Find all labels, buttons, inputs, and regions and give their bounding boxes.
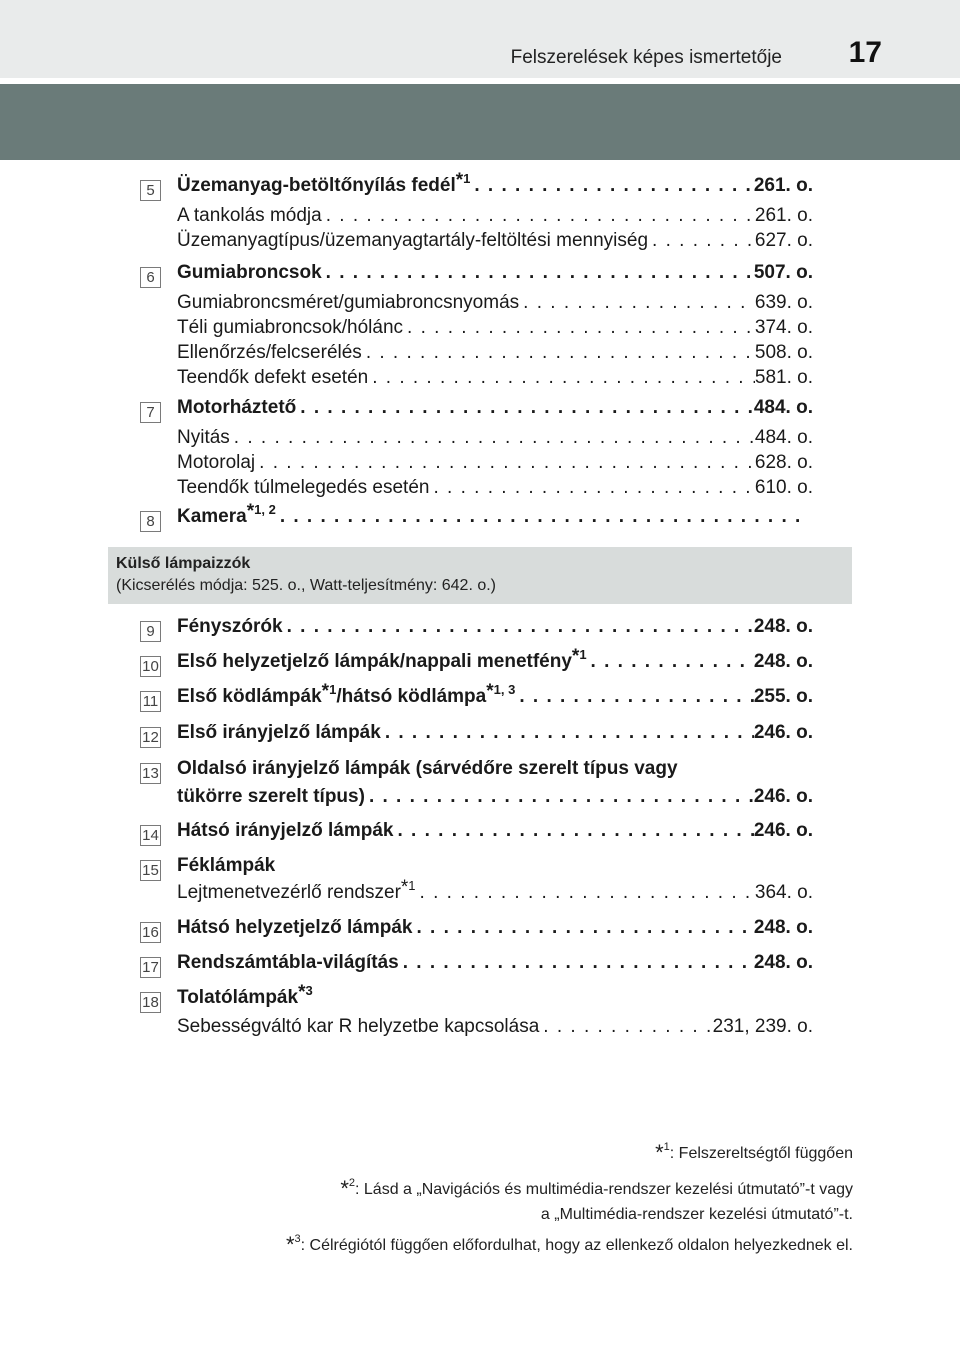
lamps-subtitle: (Kicserélés módja: 525. o., Watt-teljesítmény: 642. o.) <box>116 577 497 594</box>
page-ref: 246. o. <box>753 820 813 841</box>
entry-main-line: Kamera$^{*1, 2}$ . . . <box>177 506 807 533</box>
page-ref: 484. o. <box>753 397 813 418</box>
entry-main-line: Első helyzetjelző lámpák/nappali menetfény$^{*1}$ . . . 248. o. <box>177 651 813 678</box>
footnote-1: *$^1$: Felszereltségtől függően <box>655 1140 853 1165</box>
entry-main-line: Oldalsó irányjelző lámpák (sárvédőre szerelt típus vagy <box>177 758 678 779</box>
page-ref: 248. o. <box>753 917 813 938</box>
item-number: 15 <box>140 860 161 881</box>
item-number: 9 <box>140 621 161 642</box>
page-ref: 628. o. <box>754 452 813 473</box>
entry-sub-line: Lejtmenetvezérlő rendszer$^{*1}$ . . . 364. o. <box>177 882 813 909</box>
footnote-3: *$^3$: Célrégiótól függően előfordulhat, hogy az ellenkező oldalon helyezkednek el. <box>285 1232 853 1257</box>
entry-main-line: Hátsó irányjelző lámpák . . . 246. o. <box>177 820 813 847</box>
entry-sub-line: Teendők defekt esetén . . . 581. o. <box>177 367 813 394</box>
item-number: 6 <box>140 267 161 288</box>
entry-main-line: Tolatólámpák$^{*3}$ <box>177 982 313 1008</box>
page-ref: 581. o. <box>754 367 813 388</box>
page-ref: 255. o. <box>753 686 813 707</box>
entry-main-line: Féklámpák <box>177 855 276 876</box>
entry-main-line: Hátsó helyzetjelző lámpák . . . 248. o. <box>177 917 813 944</box>
item-number: 18 <box>140 992 161 1013</box>
entry-main-line: Fényszórók . . . 248. o. <box>177 616 813 643</box>
item-number: 16 <box>140 922 161 943</box>
item-number: 10 <box>140 656 161 677</box>
entry-main-line: Gumiabroncsok . . . 507. o. <box>177 262 813 289</box>
footnote-2-continued: a „Multimédia-rendszer kezelési útmutató”-t. <box>540 1206 853 1223</box>
header-band <box>0 0 960 78</box>
page-ref: 627. o. <box>754 230 813 251</box>
page-ref: 231, 239. o. <box>712 1016 813 1037</box>
item-number: 17 <box>140 957 161 978</box>
exterior-lamps-box <box>108 547 852 604</box>
entry-main-line: Motorháztető . . . 484. o. <box>177 397 813 424</box>
page-ref: 639. o. <box>754 292 813 313</box>
entry-sub-line: Téli gumiabroncsok/hólánc . . . 374. o. <box>177 317 813 344</box>
page-ref: 261. o. <box>754 205 813 226</box>
page-ref: 364. o. <box>754 882 813 903</box>
entry-main-line-continued: tükörre szerelt típus) . . . 246. o. <box>177 786 813 813</box>
item-number: 5 <box>140 180 161 201</box>
entry-sub-line: Üzemanyagtípus/üzemanyagtartály-feltöltési mennyiség . . . 627. o. <box>177 230 813 257</box>
entry-sub-line: Sebességváltó kar R helyzetbe kapcsolása . . . 231, 239. o. <box>177 1016 813 1043</box>
page-ref: 248. o. <box>753 651 813 672</box>
entry-main-line: Első ködlámpák$^{*1}$/hátsó ködlámpa$^{*1, 3}$ . . . 255. o. <box>177 686 813 713</box>
page-ref: 246. o. <box>753 722 813 743</box>
page-ref: 248. o. <box>753 616 813 637</box>
item-number: 12 <box>140 727 161 748</box>
footnote-2: *$^2$: Lásd a „Navigációs és multimédia-rendszer kezelési útmutató”-t vagy <box>340 1176 853 1201</box>
item-number: 13 <box>140 763 161 784</box>
entry-sub-line: Gumiabroncsméret/gumiabroncsnyomás . . . 639. o. <box>177 292 813 319</box>
page-ref: 507. o. <box>753 262 813 283</box>
entry-sub-line: A tankolás módja . . . 261. o. <box>177 205 813 232</box>
page-ref: 610. o. <box>754 477 813 498</box>
entry-sub-line: Ellenőrzés/felcserélés . . . 508. o. <box>177 342 813 369</box>
entry-sub-line: Nyitás . . . 484. o. <box>177 427 813 454</box>
header-dark-band <box>0 84 960 160</box>
page-ref: 508. o. <box>754 342 813 363</box>
page-ref: 248. o. <box>753 952 813 973</box>
page-ref: 374. o. <box>754 317 813 338</box>
item-number: 8 <box>140 511 161 532</box>
section-title: Felszerelések képes ismertetője <box>510 47 782 68</box>
item-number: 7 <box>140 402 161 423</box>
page-ref: 261. o. <box>753 175 813 196</box>
page-ref: 246. o. <box>753 786 813 807</box>
entry-main-line: Első irányjelző lámpák . . . 246. o. <box>177 722 813 749</box>
entry-main-line: Rendszámtábla-világítás . . . 248. o. <box>177 952 813 979</box>
entry-sub-line: Teendők túlmelegedés esetén . . . 610. o. <box>177 477 813 504</box>
page-number: 17 <box>848 36 882 69</box>
entry-sub-line: Motorolaj . . . 628. o. <box>177 452 813 479</box>
lamps-title: Külső lámpaizzók <box>116 555 251 572</box>
page-ref: 484. o. <box>754 427 813 448</box>
item-number: 11 <box>140 691 161 712</box>
item-number: 14 <box>140 825 161 846</box>
entry-main-line: Üzemanyag-betöltőnyílás fedél$^{*1}$ . . . 261. o. <box>177 175 813 202</box>
